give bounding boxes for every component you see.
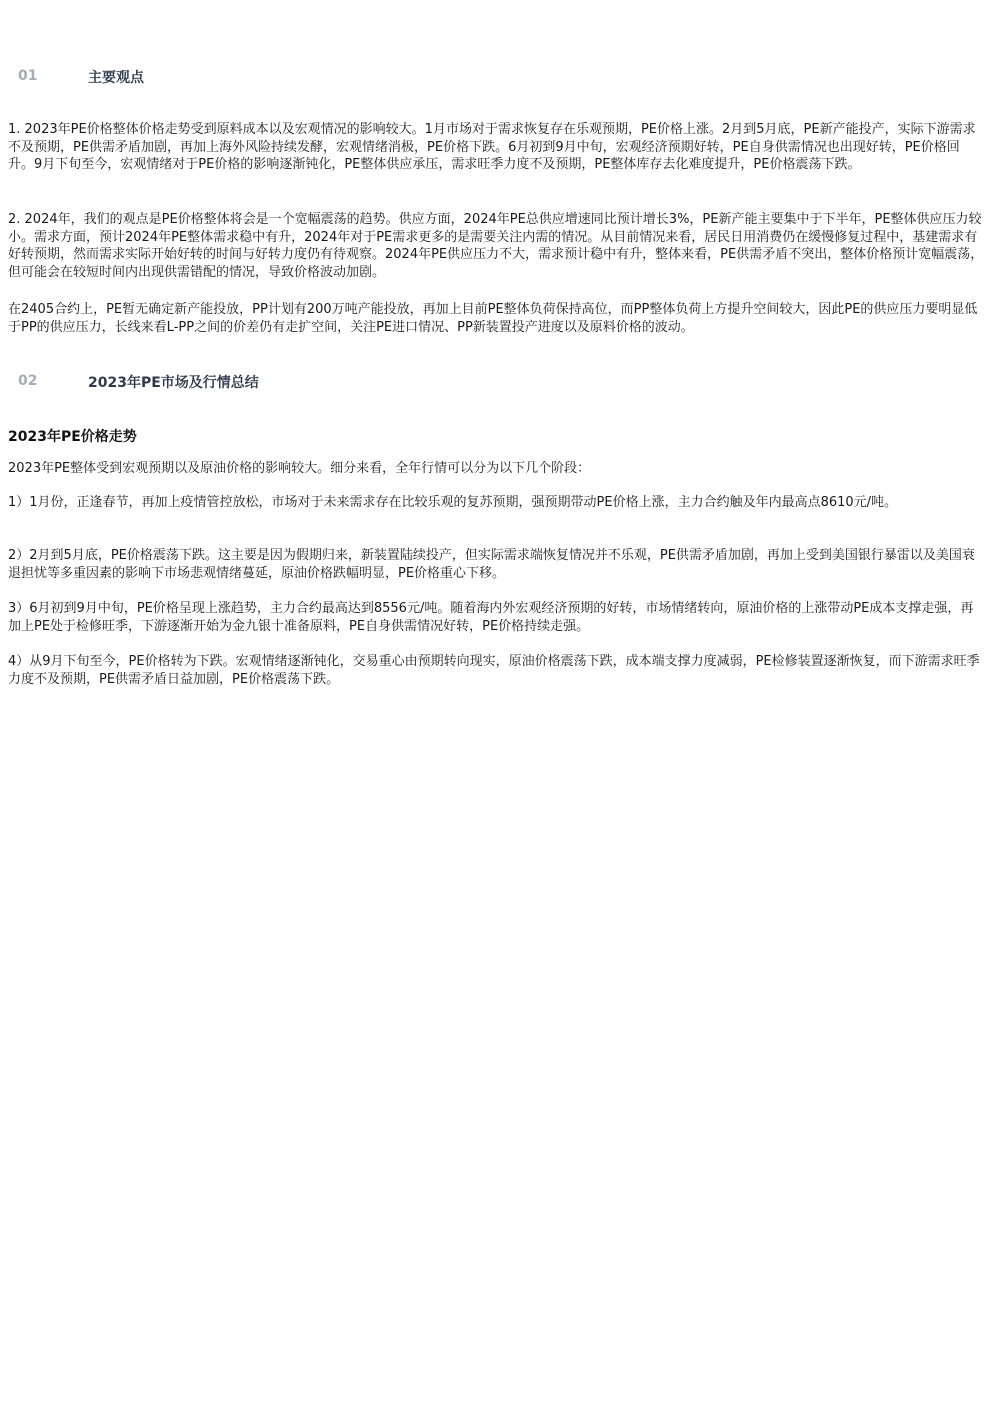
section-title: 2023年PE市场及行情总结 [88,375,259,391]
paragraph: 1）1月份，正逢春节，再加上疫情管控放松，市场对于未来需求存在比较乐观的复苏预期，强预期带动PE价格上涨，主力合约触及年内最高点8610元/吨。 [8,495,898,510]
paragraph: 2023年PE整体受到宏观预期以及原油价格的影响较大。细分来看，全年行情可以分为以下几个阶段： [8,461,591,476]
subheading: 2023年PE价格走势 [8,429,137,445]
paragraph: 1. 2023年PE价格整体价格走势受到原料成本以及宏观情况的影响较大。1月市场对于需求恢复存在乐观预期，PE价格上涨。2月到5月底，PE新产能投产，实际下游需求不及预期，PE供需矛盾加剧，再加上海外风险持续发酵，宏观情绪消极，PE价格下跌。6月初到9月中旬，宏观经济预期好转，PE自身供需情况也出现好转，PE价格回升。9月下旬至今，宏观情绪对于PE价格的影响逐渐钝化，PE整体供应承压，需求旺季力度不及预期，PE整体库存去化难度提升，PE价格震荡下跌。 [8,122,976,172]
paragraph: 4）从9月下旬至今，PE价格转为下跌。宏观情绪逐渐钝化，交易重心由预期转向现实，原油价格震荡下跌，成本端支撑力度减弱，PE检修装置逐渐恢复，而下游需求旺季力度不及预期，PE供需矛盾日益加剧，PE价格震荡下跌。 [8,654,980,687]
paragraph: 在2405合约上，PE暂无确定新产能投放，PP计划有200万吨产能投放，再加上目前PE整体负荷保持高位，而PP整体负荷上方提升空间较大，因此PE的供应压力要明显低于PP的供应压力，长线来看L-PP之间的价差仍有走扩空间，关注PE进口情况、PP新装置投产进度以及原料价格的波动。 [8,302,978,335]
paragraph: 2. 2024年，我们的观点是PE价格整体将会是一个宽幅震荡的趋势。供应方面，2024年PE总供应增速同比预计增长3%，PE新产能主要集中于下半年，PE整体供应压力较小。需求方面，预计2024年PE整体需求稳中有升，2024年对于PE需求更多的是需要关注内需的情况。从目前情况来看，居民日用消费仍在缓慢修复过程中，基建需求有好转预期，然而需求实际开始好转的时间与好转力度仍有待观察。2024年PE供应压力不大，需求预计稳中有升，整体来看，PE供需矛盾不突出，整体价格预计宽幅震荡，但可能会在较短时间内出现供需错配的情况，导致价格波动加剧。 [8,212,984,280]
section-header-01 [0,68,992,90]
section-header-02 [0,373,992,395]
section-title: 主要观点 [88,70,144,86]
paragraph: 3）6月初到9月中旬，PE价格呈现上涨趋势，主力合约最高达到8556元/吨。随着海内外宏观经济预期的好转，市场情绪转向，原油价格的上涨带动PE成本支撑走强，再加上PE处于检修旺季，下游逐渐开始为金九银十准备原料，PE自身供需情况好转，PE价格持续走强。 [8,601,974,634]
section-number: 02 [18,373,38,389]
section-number: 01 [18,68,38,84]
paragraph: 2）2月到5月底，PE价格震荡下跌。这主要是因为假期归来，新装置陆续投产，但实际需求端恢复情况并不乐观，PE供需矛盾加剧，再加上受到美国银行暴雷以及美国衰退担忧等多重因素的影响下市场悲观情绪蔓延，原油价格跌幅明显，PE价格重心下移。 [8,548,975,581]
